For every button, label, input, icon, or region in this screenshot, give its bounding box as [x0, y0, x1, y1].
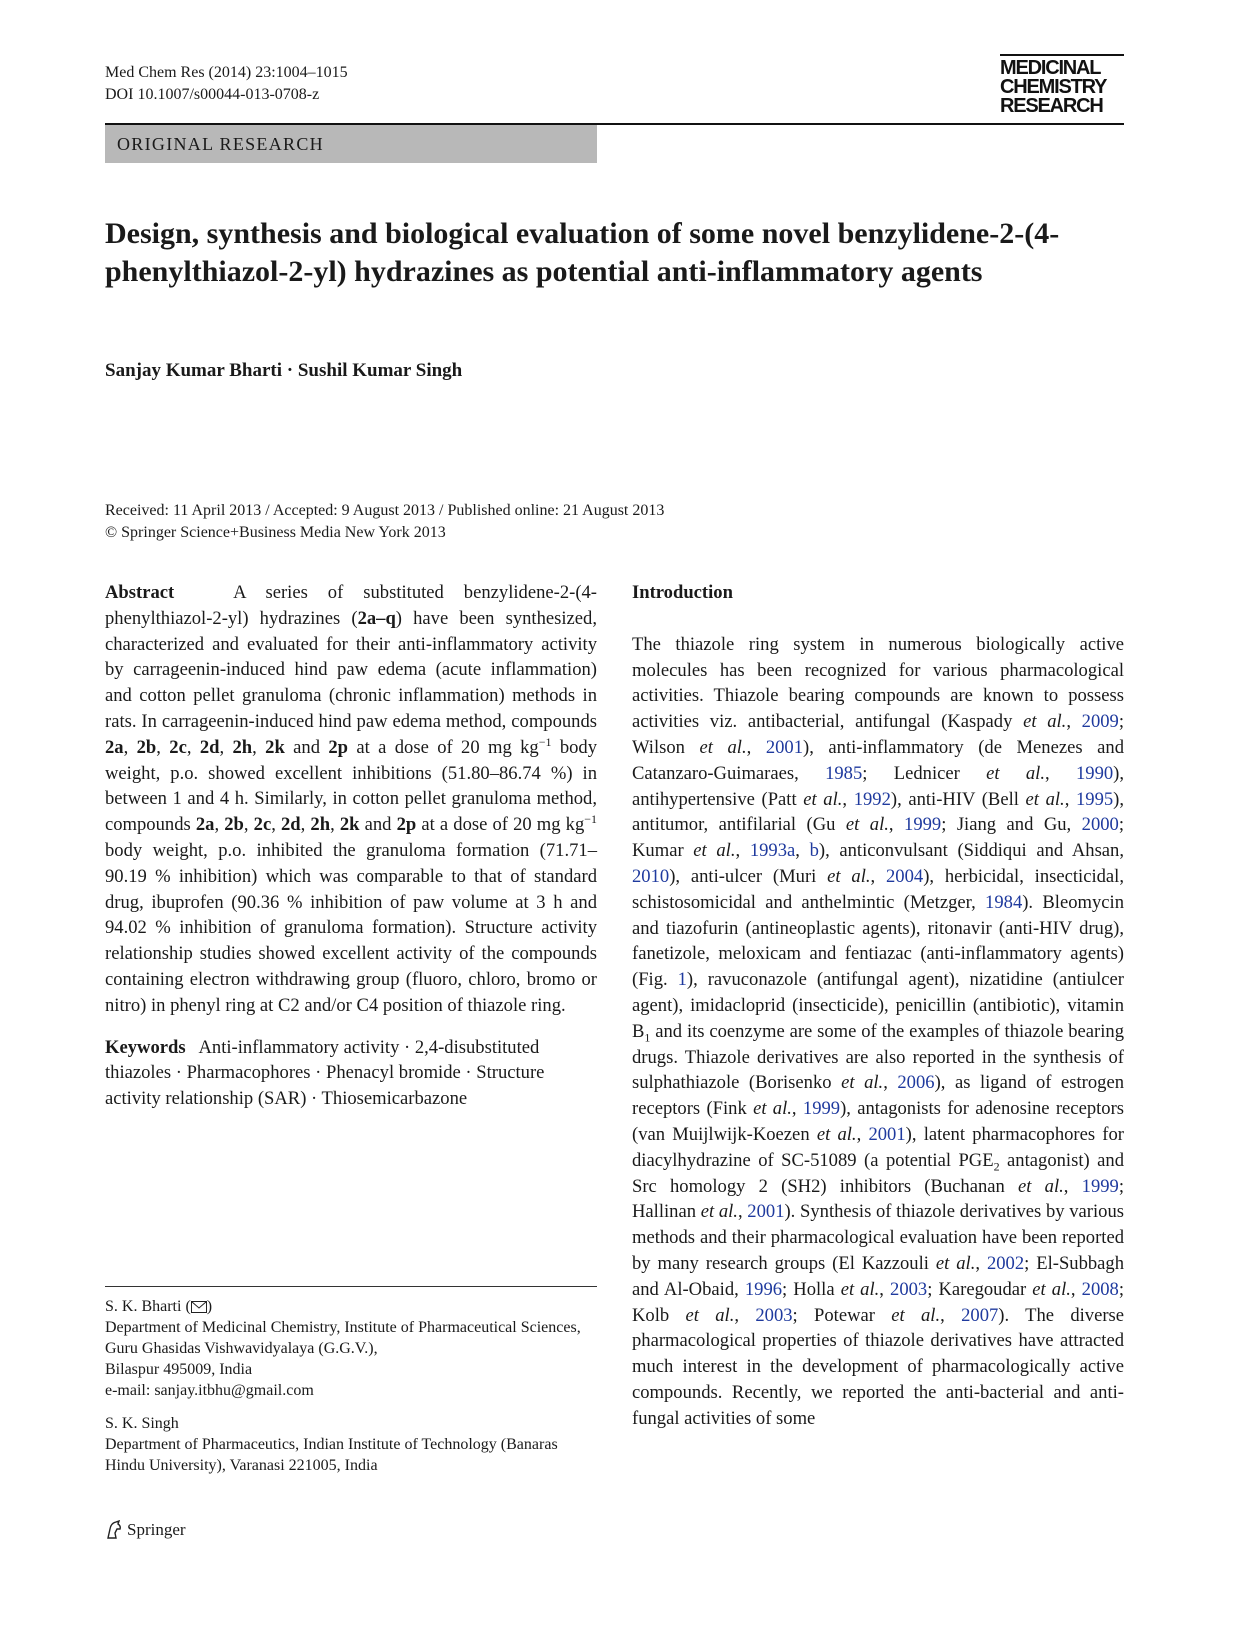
- compound: 2a: [105, 736, 124, 758]
- compound: 2b: [136, 736, 157, 758]
- springer-horse-icon: [105, 1520, 123, 1540]
- reference-link[interactable]: 2009: [1081, 711, 1119, 733]
- reference-link[interactable]: 1992: [853, 788, 891, 810]
- abstract-text: and: [293, 736, 321, 758]
- logo-line-3: RESEARCH: [1000, 95, 1103, 117]
- abstract-text: ) have been synthesized, characterized and evaluated for their anti-inflammatory activity by carrageenin-induced hind paw edema (acute inflammation) and cotton pellet granuloma (chronic inflammation) methods in rats. In carrageenin-induced hind paw edema method, compounds: [105, 607, 598, 732]
- right-column: [632, 580, 1124, 1432]
- reference-link[interactable]: 1999: [802, 1098, 841, 1120]
- compound: 2b: [224, 814, 244, 836]
- reference-link[interactable]: 2006: [897, 1072, 935, 1094]
- compound-range: 2a–q: [357, 607, 396, 629]
- footnote-rule: [105, 1286, 597, 1287]
- compound: 2k: [265, 736, 285, 758]
- compound: 2d: [281, 814, 301, 836]
- reference-link[interactable]: 2001: [765, 736, 804, 758]
- affiliation-name: S. K. Singh: [105, 1415, 179, 1432]
- affiliation-name: S. K. Bharti: [105, 1298, 182, 1315]
- figure-link[interactable]: 1: [677, 969, 687, 991]
- reference-link[interactable]: 1993a: [749, 840, 796, 862]
- reference-link[interactable]: 1999: [904, 814, 942, 836]
- abstract-heading: Abstract: [105, 582, 175, 603]
- compound: 2a: [195, 814, 215, 836]
- abstract: Abstract A series of substituted benzylidene-2-(4-phenylthiazol-2-yl) hydrazines (2a–q) have been synthesized, characterized and evaluated for their anti-inflammatory activity by carrageenin-induced hind paw edema (acute inflammation) and cotton pellet granuloma (chronic inflammation) methods in rats. In carrageenin-induced hind paw edema method, compounds 2a, 2b, 2c, 2d, 2h, 2k and 2p at a dose of 20 mg $kg^{-1}$ body weight, p.o. showed excellent inhibitions (51.80–86.74 %) in between 1 and 4 h. Similarly, in cotton pellet granuloma method, compounds 2a, 2b, 2c, 2d, 2h, 2k and 2p at a dose of 20 mg $kg^{-1}$ body weight, p.o. inhibited the granuloma formation (71.71–90.19 % inhibition) which was comparable to that of standard drug, ibuprofen (90.36 % inhibition of paw volume at 3 h and 94.02 % inhibition of granuloma formation). Structure activity relationship studies showed excellent activity of the compounds containing electron withdrawing group (fluoro, chloro, bromo or nitro) in phenyl ring at C2 and/or C4 position of thiazole ring.: [105, 582, 598, 1016]
- reference-link[interactable]: 2000: [1081, 814, 1119, 836]
- compound: 2p: [396, 814, 417, 836]
- logo-line-1: MEDICINAL: [1000, 57, 1101, 79]
- reference-link[interactable]: 1985: [825, 762, 863, 784]
- publisher-name: Springer: [127, 1520, 186, 1539]
- superscript: −1: [584, 811, 598, 826]
- author-email[interactable]: e-mail: sanjay.itbhu@gmail.com: [105, 1382, 314, 1399]
- doi[interactable]: DOI 10.1007/s00044-013-0708-z: [105, 86, 320, 103]
- compound: 2h: [232, 736, 253, 758]
- dates-line: Received: 11 April 2013 / Accepted: 9 August 2013 / Published online: 21 August 2013: [105, 502, 665, 519]
- compound: 2d: [199, 736, 220, 758]
- compound: 2p: [328, 736, 349, 758]
- compound: 2c: [253, 814, 272, 836]
- author-2: Sushil Kumar Singh: [297, 360, 463, 381]
- reference-link[interactable]: 1990: [1075, 762, 1114, 784]
- reference-link[interactable]: 1999: [1081, 1175, 1119, 1197]
- reference-link[interactable]: 2004: [886, 865, 924, 887]
- reference-link[interactable]: 2001: [747, 1201, 785, 1223]
- keywords-heading: Keywords: [105, 1036, 186, 1058]
- journal-logo: [1000, 54, 1124, 116]
- article-title: Design, synthesis and biological evaluation of some novel benzylidene-2-(4-phenylthiazol-2-yl) hydrazines as potential anti-inflammatory agents: [105, 217, 1060, 288]
- keywords-list: Anti-inflammatory activity · 2,4-disubstituted thiazoles · Pharmacophores · Phenacyl bromide · Structure activity relationship (SAR) · Thiosemicarbazone: [105, 1036, 545, 1110]
- abstract-text: body weight, p.o. inhibited the granuloma formation (71.71–90.19 % inhibition) which was comparable to that of standard drug, ibuprofen (90.36 % inhibition of paw volume at 3 h and 94.02 % inhibition of granuloma formation). Structure activity relationship studies showed excellent activity of the compounds containing electron withdrawing group (fluoro, chloro, bromo or nitro) in phenyl ring at C2 and/or C4 position of thiazole ring.: [105, 839, 597, 1016]
- affiliation-1: S. K. Bharti ( ) Department of Medicinal Chemistry, Institute of Pharmaceutical Sciences, Guru Ghasidas Vishwavidyalaya (G.G.V.), Bilaspur 495009, India e-mail: sanjay.itbhu@gmail.com: [105, 1298, 581, 1399]
- reference-link[interactable]: b: [809, 840, 819, 862]
- reference-link[interactable]: 1995: [1075, 788, 1114, 810]
- reference-link[interactable]: 2008: [1081, 1278, 1119, 1300]
- reference-link[interactable]: 2001: [868, 1123, 906, 1145]
- left-column: [105, 580, 597, 1112]
- affiliation-city: Bilaspur 495009, India: [105, 1361, 253, 1378]
- affiliation-dept: Department of Medicinal Chemistry, Institute of Pharmaceutical Sciences, Guru Ghasidas Vishwavidyalaya (G.G.V.),: [105, 1319, 581, 1357]
- introduction-heading: Introduction: [632, 582, 733, 603]
- logo-line-2: CHEMISTRY: [1000, 76, 1107, 98]
- author-separator: ·: [286, 360, 294, 381]
- introduction-text: The thiazole ring system in numerous biologically active molecules has been recognized for various pharmacological activities. Thiazole bearing compounds are known to possess activities viz. antibacterial, antifungal (Kaspady et al., 2009; Wilson et al., 2001), anti-inflammatory (de Menezes and Catanzaro-Guimaraes, 1985; Lednicer et al., 1990), antihypertensive (Patt et al., 1992), anti-HIV (Bell et al., 1995), antitumor, antifilarial (Gu et al., 1999; Jiang and Gu, 2000; Kumar et al., 1993a, b), anticonvulsant (Siddiqui and Ahsan, 2010), anti-ulcer (Muri et al., 2004), herbicidal, insecticidal, schistosomicidal and anthelmintic (Metzger, 1984). Bleomycin and tiazofurin (antineoplastic agents), ritonavir (anti-HIV drug), fanetizole, meloxicam and fentiazac (anti-inflammatory agents) (Fig. 1), ravuconazole (antifungal agent), nizatidine (antiulcer agent), imidacloprid (insecticide), penicillin (antibiotic), vitamin $B_1$ and its coenzyme are some of the examples of thiazole bearing drugs. Thiazole derivatives are also reported in the synthesis of sulphathiazole (Borisenko et al., 2006), as ligand of estrogen receptors (Fink et al., 1999), antagonists for adenosine receptors (van Muijlwijk-Koezen et al., 2001), latent pharmacophores for diacylhydrazine of SC-51089 (a potential $PGE_2$ antagonist) and Src homology 2 (SH2) inhibitors (Buchanan et al., 1999; Hallinan et al., 2001). Synthesis of thiazole derivatives by various methods and their pharmacological evaluation have been reported by many research groups (El Kazzouli et al., 2002; El-Subbagh and Al-Obaid, 1996; Holla et al., 2003; Karegoudar et al., 2008; Kolb et al., 2003; Potewar et al., 2007). The diverse pharmacological properties of thiazole derivatives have attracted much interest in the development of pharmacologically active compounds. Recently, we reported the anti-bacterial and anti-fungal activities of some: [632, 633, 1125, 1429]
- affiliations: [105, 1296, 597, 1488]
- envelope-icon: [191, 1301, 207, 1313]
- abstract-text: and: [364, 814, 392, 836]
- reference-link[interactable]: 2002: [986, 1252, 1025, 1274]
- author-1: Sanjay Kumar Bharti: [105, 360, 283, 381]
- affiliation-dept: Department of Pharmaceutics, Indian Institute of Technology (Banaras Hindu University), Varanasi 221005, India: [105, 1436, 558, 1474]
- compound: 2h: [310, 814, 331, 836]
- reference-link[interactable]: 2003: [890, 1278, 928, 1300]
- logo-bar: [1000, 54, 1124, 56]
- compound: 2c: [169, 736, 187, 758]
- publication-dates: [105, 500, 664, 544]
- journal-line: Med Chem Res (2014) 23:1004–1015: [105, 64, 348, 81]
- copyright-line: © Springer Science+Business Media New York 2013: [105, 524, 446, 541]
- section-label: ORIGINAL RESEARCH: [105, 125, 597, 163]
- authors: [105, 360, 462, 382]
- reference-link[interactable]: 1996: [744, 1278, 783, 1300]
- journal-citation: [105, 62, 348, 106]
- keywords: [105, 1035, 597, 1112]
- abstract-text: at a dose of 20 mg kg: [348, 736, 539, 758]
- compound: 2k: [339, 814, 360, 836]
- publisher-footer: [105, 1520, 186, 1540]
- affiliation-2: [105, 1413, 597, 1476]
- abstract-text: at a dose of 20 mg kg: [416, 814, 585, 836]
- superscript: −1: [538, 734, 552, 749]
- reference-link[interactable]: 2007: [961, 1304, 999, 1326]
- reference-link[interactable]: 2010: [632, 865, 670, 887]
- reference-link[interactable]: 2003: [755, 1304, 793, 1326]
- abstract-text: A series of substituted benzylidene-2-(4-phenylthiazol-2-yl) hydrazines (: [105, 582, 597, 629]
- reference-link[interactable]: 1984: [985, 891, 1023, 913]
- abstract-text: body weight, p.o. showed excellent inhibitions (51.80–86.74 %) in between 1 and 4 h. Similarly, in cotton pellet granuloma method, compounds: [105, 736, 598, 836]
